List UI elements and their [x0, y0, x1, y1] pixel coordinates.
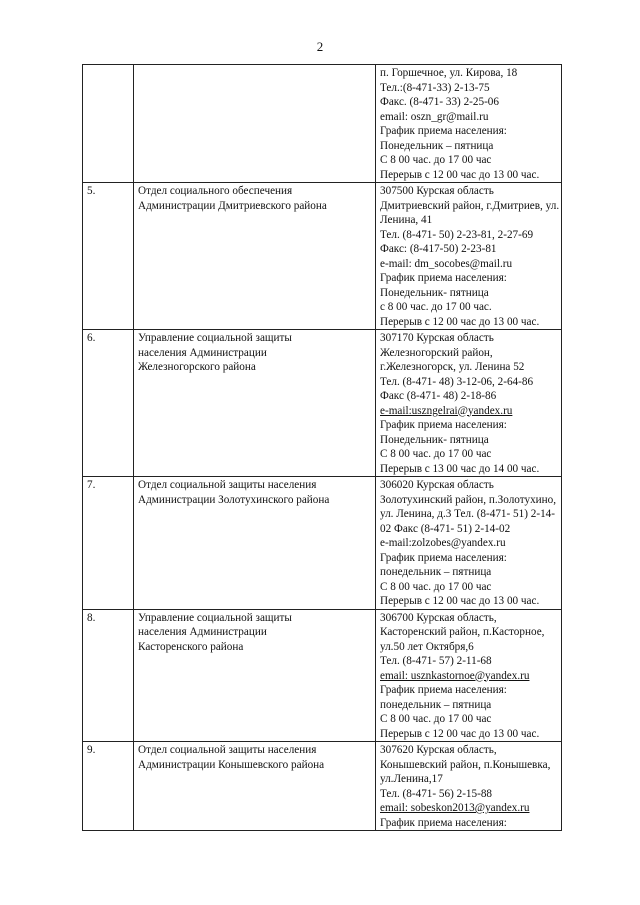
schedule-title: График приема населения:: [380, 272, 507, 284]
schedule-hours: С 8 00 час. до 17 00 час: [380, 448, 492, 460]
schedule-title: График приема населения:: [380, 125, 507, 137]
address-line: ул.50 лет Октября,6: [380, 640, 474, 653]
schedule-title: График приема населения:: [380, 419, 507, 431]
row-number: 5.: [83, 183, 134, 330]
table-row: [83, 742, 562, 831]
email-line: e-mail:zolzobes@yandex.ru: [380, 537, 506, 549]
schedule-days: Понедельник- пятница: [380, 286, 489, 299]
table-row: [83, 609, 562, 742]
address-line: 306020 Курская область: [380, 479, 494, 491]
address-line: 307170 Курская область: [380, 332, 494, 344]
office-contacts: [376, 477, 562, 610]
schedule-title: График приема населения:: [380, 684, 507, 696]
address-line: 307500 Курская область: [380, 185, 494, 197]
office-name: Отдел социальной защиты населения Администрации Конышевского района: [134, 742, 376, 831]
address-phone-line: ул. Ленина, д.3 Тел. (8-471- 51) 2-14-: [380, 508, 555, 520]
email-link[interactable]: email: sobeskon2013@yandex.ru: [380, 802, 530, 814]
email-link[interactable]: email: usznkastornoe@yandex.ru: [380, 669, 530, 682]
schedule-hours: С 8 00 час. до 17 00 час: [380, 154, 492, 166]
schedule-days: понедельник – пятница: [380, 698, 492, 711]
phone-line: Тел. (8-471- 57) 2-11-68: [380, 655, 492, 667]
office-contacts: [376, 65, 562, 183]
address-line: Дмитриевский район, г.Дмитриев, ул.: [380, 199, 560, 212]
email-line: email: oszn_gr@mail.ru: [380, 110, 489, 123]
schedule-title: График приема населения:: [380, 551, 507, 564]
row-number: 9.: [83, 742, 134, 831]
email-link[interactable]: e-mail:uszngelrai@yandex.ru: [380, 404, 513, 417]
schedule-break: Перерыв с 13 00 час до 14 00 час.: [380, 462, 540, 475]
table-row: [83, 330, 562, 477]
table-row: [83, 477, 562, 610]
row-number: [83, 65, 134, 183]
phone-line: Тел. (8-471- 48) 3-12-06, 2-64-86: [380, 375, 534, 388]
address-line: Железногорский район,: [380, 346, 493, 359]
row-number: 6.: [83, 330, 134, 477]
address-line: г.Железногорск, ул. Ленина 52: [380, 361, 525, 373]
address-line: 306700 Курская область,: [380, 611, 497, 624]
schedule-hours: С 8 00 час. до 17 00 час: [380, 713, 492, 725]
phone-line: Тел. (8-471- 56) 2-15-88: [380, 787, 493, 800]
office-contacts: [376, 609, 562, 742]
email-line: e-mail: dm_socobes@mail.ru: [380, 257, 513, 270]
schedule-days: Понедельник- пятница: [380, 433, 489, 446]
phone-line: Тел. (8-471- 50) 2-23-81, 2-27-69: [380, 228, 534, 241]
schedule-title: График приема населения:: [380, 816, 507, 829]
office-name: Отдел социального обеспечения Администрации Дмитриевского района: [134, 183, 376, 330]
schedule-days: понедельник – пятница: [380, 566, 492, 578]
office-contacts: [376, 330, 562, 477]
page-number: 2: [316, 39, 324, 54]
schedule-hours: С 8 00 час. до 17 00 час: [380, 580, 492, 593]
address-line: Ленина, 41: [380, 214, 433, 226]
address-line: Золотухинский район, п.Золотухино,: [380, 493, 557, 506]
phone-line: Тел.:(8-471-33) 2-13-75: [380, 81, 490, 94]
office-name: Управление социальной защиты населения Администрации Касторенского района: [134, 609, 376, 742]
fax-line: Факс. (8-471- 33) 2-25-06: [380, 96, 499, 108]
address-line: ул.Ленина,17: [380, 773, 443, 785]
office-contacts: [376, 183, 562, 330]
office-name: [134, 65, 376, 183]
office-contacts: [376, 742, 562, 831]
schedule-break: Перерыв с 12 00 час до 13 00 час.: [380, 595, 540, 607]
office-name: Управление социальной защиты населения Администрации Железногорского района: [134, 330, 376, 477]
table-row: [83, 183, 562, 330]
office-name: Отдел социальной защиты населения Администрации Золотухинского района: [134, 477, 376, 610]
schedule-hours: с 8 00 час. до 17 00 час.: [380, 301, 492, 313]
address-line: 307620 Курская область,: [380, 744, 497, 756]
schedule-days: Понедельник – пятница: [380, 139, 494, 152]
fax-line: Факс (8-471- 48) 2-18-86: [380, 390, 497, 402]
schedule-break: Перерыв с 12 00 час до 13 00 час.: [380, 315, 540, 328]
address-line: Конышевский район, п.Конышевка,: [380, 758, 551, 771]
schedule-break: Перерыв с 12 00 час до 13 00 час.: [380, 727, 540, 740]
address-line: п. Горшечное, ул. Кирова, 18: [380, 67, 518, 79]
row-number: 8.: [83, 609, 134, 742]
row-number: 7.: [83, 477, 134, 610]
social-protection-offices-table: [82, 64, 562, 831]
address-line: Касторенский район, п.Касторное,: [380, 626, 545, 638]
schedule-break: Перерыв с 12 00 час до 13 00 час.: [380, 168, 540, 181]
table-row: [83, 65, 562, 183]
fax-line: Факс: (8-417-50) 2-23-81: [380, 243, 497, 255]
fax-line: 02 Факс (8-471- 51) 2-14-02: [380, 522, 511, 535]
